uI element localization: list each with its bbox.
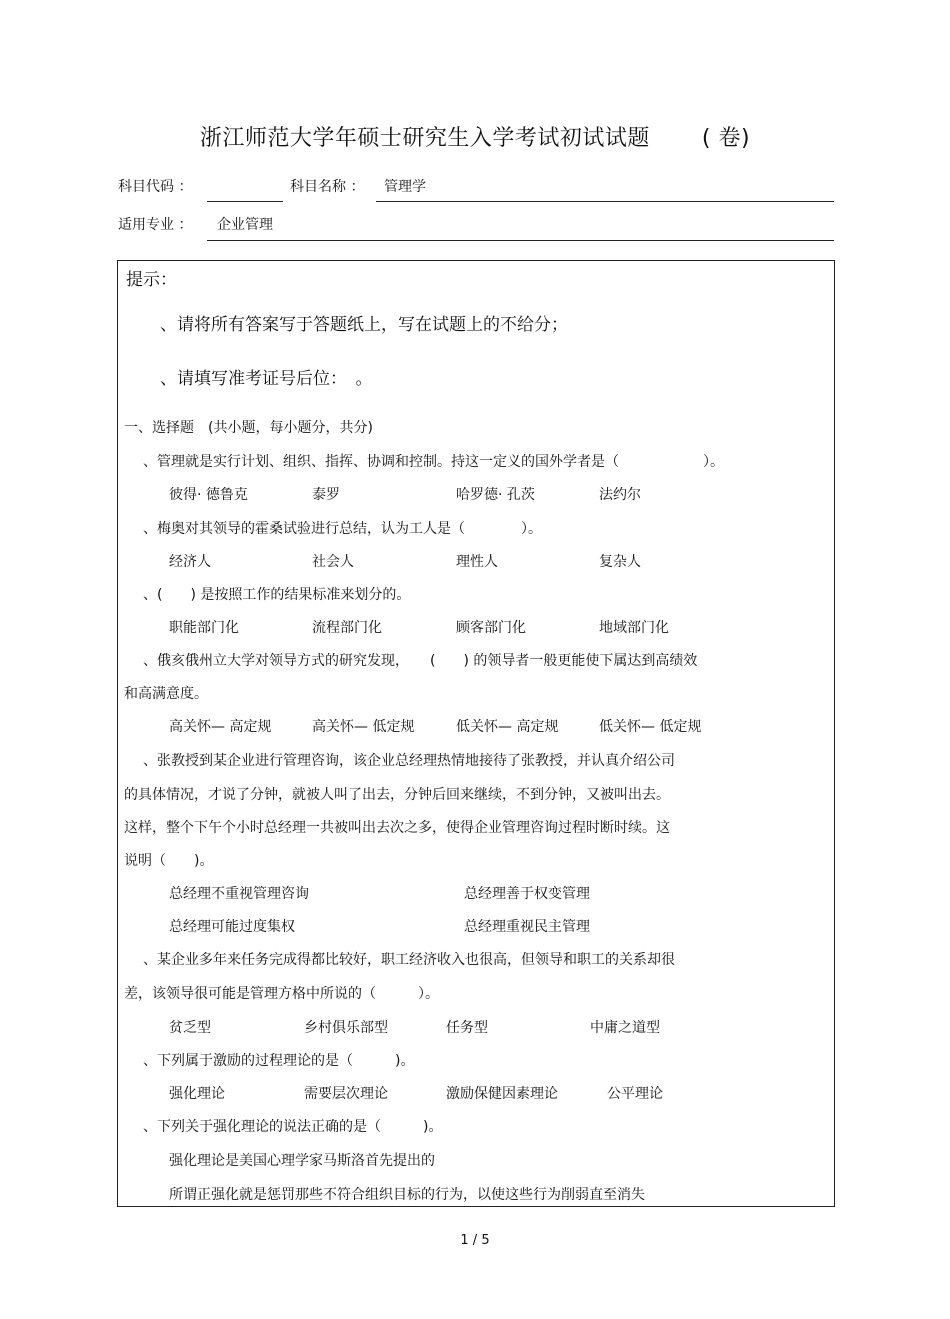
exam-title-text: 浙江师范大学年硕士研究生入学考试初试试题 [199,126,650,151]
question-stem-cont: 的具体情况，才说了分钟，就被人叫了出去，分钟后回来继续，不到分钟，又被叫出去。 [124,787,670,803]
option-a: 彼得· 德鲁克 [169,487,248,503]
question-stem-cont: 这样，整个下午个小时总经理一共被叫出去次之多，使得企业管理咨询过程时断时续。这 [124,820,670,836]
page-number: 1 / 5 [460,1233,490,1248]
question-stem: 、管理就是实行计划、组织、指挥、协调和控制。持这一定义的国外学者是（ ）。 [143,454,724,470]
option-d: 总经理重视民主管理 [464,919,590,935]
subject-code-underline [207,201,283,202]
option-a: 高关怀— 高定规 [169,719,272,735]
option-c: 激励保健因素理论 [446,1086,558,1102]
question-stem-cont: 和高满意度。 [124,686,208,702]
paper-label: ( 卷) [701,126,751,151]
subject-code-label: 科目代码 ： [118,179,193,195]
option-a: 贫乏型 [169,1020,211,1036]
option-b: 泰罗 [312,487,340,503]
option-c: 低关怀— 高定规 [456,719,559,735]
option-d: 复杂人 [599,554,641,570]
question-stem: 、下列属于激励的过程理论的是（ )。 [143,1053,415,1069]
question-stem: 、某企业多年来任务完成得都比较好，职工经济收入也很高，但领导和职工的关系却很 [143,952,675,968]
major-underline [207,240,834,241]
option-a: 强化理论是美国心理学家马斯洛首先提出的 [169,1153,435,1169]
option-b: 乡村俱乐部型 [304,1020,388,1036]
option-b: 所谓正强化就是惩罚那些不符合组织目标的行为，以使这些行为削弱直至消失 [169,1187,645,1203]
option-b: 高关怀— 低定规 [312,719,415,735]
question-stem: 、张教授到某企业进行管理咨询，该企业总经理热情地接待了张教授，并认真介绍公司 [143,753,675,769]
major-value: 企业管理 [217,217,273,233]
question-stem: 、梅奥对其领导的霍桑试验进行总结，认为工人是（ ）。 [143,521,542,537]
subject-name-value: 管理学 [384,179,426,195]
option-d: 法约尔 [599,487,641,503]
subject-name-underline [376,201,834,202]
question-stem: 、( ) 是按照工作的结果标准来划分的。 [143,587,411,603]
question-stem-cont: 差，该领导很可能是管理方格中所说的（ ）。 [124,986,439,1002]
option-b: 流程部门化 [312,620,382,636]
option-d: 低关怀— 低定规 [599,719,702,735]
major-label: 适用专业 ： [118,217,193,233]
option-c: 总经理可能过度集权 [169,919,295,935]
notice-label: 提示： [126,270,177,290]
section-heading: 一、选择题 (共小题，每小题分，共分) [124,420,373,436]
option-a: 经济人 [169,554,211,570]
question-stem: 、下列关于强化理论的说法正确的是（ )。 [143,1119,443,1135]
subject-name-label: 科目名称 ： [290,179,365,195]
option-b: 总经理善于权变管理 [464,886,590,902]
option-a: 职能部门化 [169,620,239,636]
notice-line-2: 、请填写准考证号后位： 。 [160,369,373,389]
option-a: 强化理论 [169,1086,225,1102]
option-d: 地域部门化 [599,620,669,636]
question-stem-cont: 说明（ )。 [124,853,214,869]
option-c: 哈罗德· 孔茨 [456,487,535,503]
option-c: 顾客部门化 [456,620,526,636]
option-c: 任务型 [446,1020,488,1036]
option-b: 需要层次理论 [304,1086,388,1102]
notice-line-1: 、请将所有答案写于答题纸上，写在试题上的不给分； [160,315,568,335]
exam-title [0,121,950,152]
option-a: 总经理不重视管理咨询 [169,886,309,902]
option-d: 中庸之道型 [590,1020,660,1036]
option-c: 理性人 [456,554,498,570]
option-b: 社会人 [312,554,354,570]
question-stem: 、俄亥俄州立大学对领导方式的研究发现， ( ) 的领导者一般更能使下属达到高绩效 [143,653,698,669]
option-d: 公平理论 [607,1086,663,1102]
